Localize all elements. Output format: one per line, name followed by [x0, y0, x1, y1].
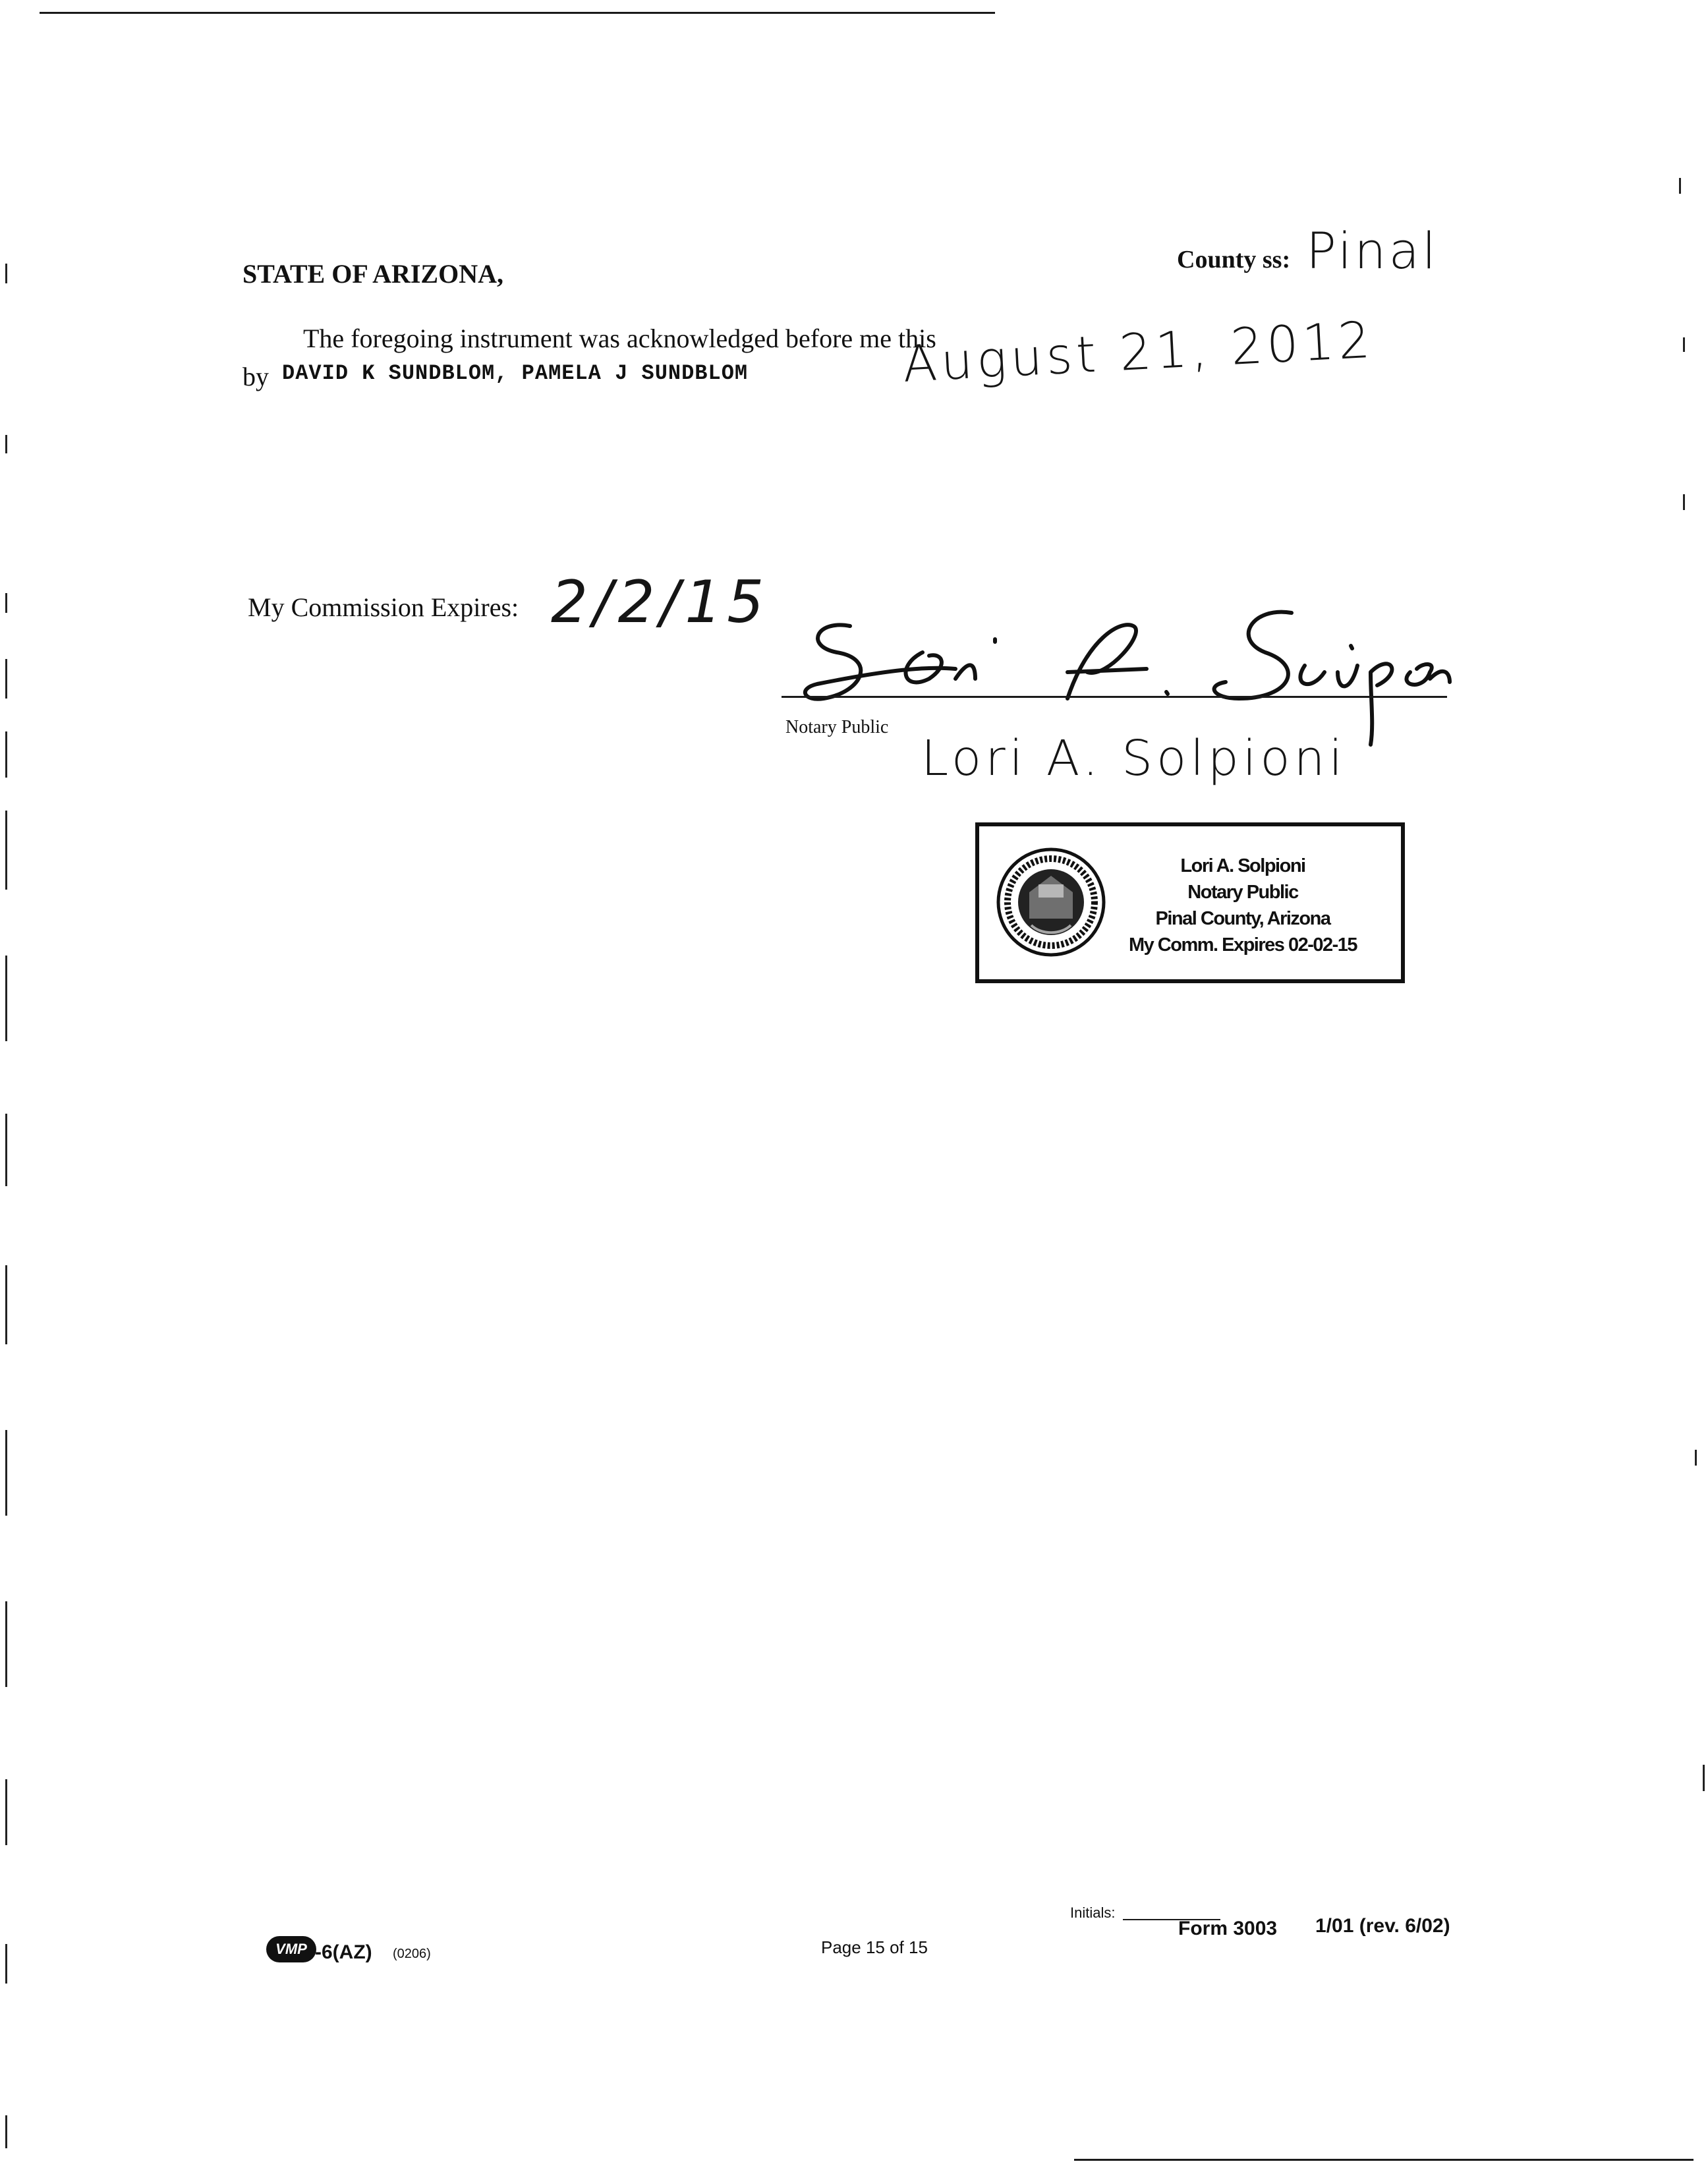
scan-edge-mark — [5, 1779, 7, 1845]
county-label: County ss: — [1177, 246, 1291, 273]
scan-edge-mark — [5, 435, 7, 453]
scan-edge-mark — [5, 1944, 7, 1984]
seal-commission-expiry: My Comm. Expires 02-02-15 — [1128, 934, 1357, 956]
scan-edge-mark — [5, 264, 7, 283]
acknowledgment-names: DAVID K SUNDBLOM, PAMELA J SUNDBLOM — [282, 361, 749, 386]
scan-edge-mark — [5, 731, 7, 778]
form-code-revision: (0206) — [393, 1947, 431, 1961]
scan-edge-mark — [5, 956, 7, 1041]
state-heading: STATE OF ARIZONA, — [242, 259, 503, 289]
form-code: -6(AZ) — [315, 1941, 372, 1963]
scan-edge-mark — [5, 1265, 7, 1344]
scan-edge-mark — [5, 1601, 7, 1687]
acknowledgment-by-label: by — [242, 362, 269, 391]
form-version: 1/01 (rev. 6/02) — [1315, 1915, 1450, 1937]
scan-edge-mark — [5, 659, 7, 699]
scan-edge-mark — [5, 811, 7, 890]
scan-edge-mark — [1703, 1765, 1705, 1791]
scan-bottom-rule — [1074, 2159, 1694, 2161]
scan-edge-mark — [5, 1430, 7, 1516]
commission-expiry-handwritten: 2/2/15 — [551, 568, 770, 636]
form-label: Form 3003 — [1178, 1918, 1278, 1939]
notary-public-label: Notary Public — [785, 717, 889, 737]
commission-label: My Commission Expires: — [248, 592, 519, 622]
initials-label: Initials: — [1070, 1904, 1116, 1921]
scan-edge-mark — [1683, 494, 1685, 510]
signature-line — [782, 696, 1447, 698]
seal-notary-title: Notary Public — [1187, 882, 1298, 903]
scan-edge-mark — [5, 593, 7, 613]
notary-printed-name-handwritten: Lori A. Solpioni — [921, 730, 1347, 787]
scan-top-rule — [40, 12, 995, 14]
scan-edge-mark — [1679, 178, 1681, 194]
state-seal-emblem — [995, 846, 1107, 958]
scan-edge-mark — [1683, 337, 1685, 352]
page-number: Page 15 of 15 — [821, 1937, 928, 1957]
acknowledgment-line: The foregoing instrument was acknowledged before me this — [303, 324, 936, 353]
scan-edge-mark — [5, 1114, 7, 1186]
scan-edge-mark — [5, 2115, 7, 2148]
scan-edge-mark — [1695, 1450, 1697, 1466]
seal-county: Pinal County, Arizona — [1155, 908, 1330, 929]
notary-seal-stamp — [975, 822, 1405, 983]
seal-notary-name: Lori A. Solpioni — [1180, 855, 1305, 876]
form-code-logo: VMP — [266, 1936, 316, 1962]
county-value-handwritten: Pinal — [1306, 221, 1439, 280]
acknowledgment-date-handwritten: August 21, 2012 — [901, 310, 1376, 393]
